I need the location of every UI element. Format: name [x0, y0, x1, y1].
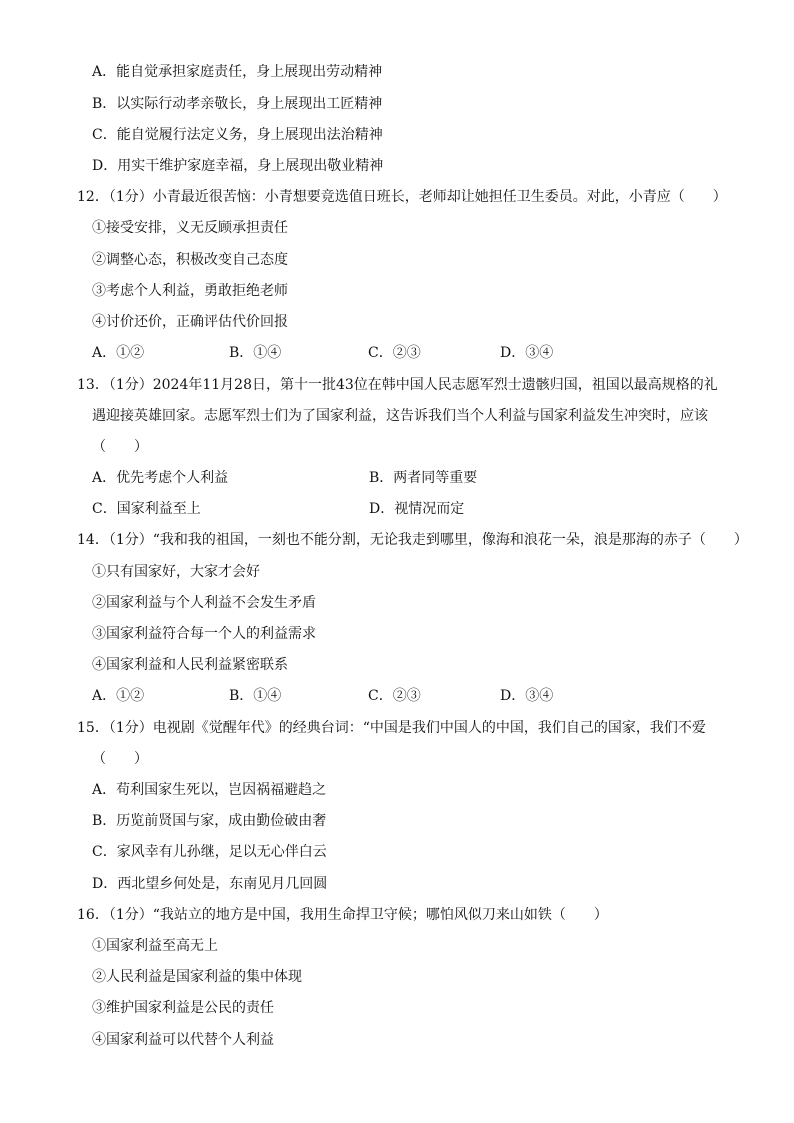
q14-option-b: B．①④	[229, 688, 282, 704]
q15-option-d: D．西北望乡何处是，东南见月几回圆	[92, 876, 328, 892]
q16-stem: 16．（1分）“我站立的地方是中国，我用生命捍卫守候；哪怕风似刀来山如铁（ ）	[77, 907, 608, 923]
q15-stem-line1: 15．（1分）电视剧《觉醒年代》的经典台词：“中国是我们中国人的中国，我们自己的国家，我们不爱	[77, 720, 706, 736]
q14-option-c: C．②③	[368, 688, 421, 704]
q14-item-2: ②国家利益与个人利益不会发生矛盾	[92, 595, 316, 611]
q12-item-1: ①接受安排，义无反顾承担责任	[92, 220, 288, 236]
q11-option-c: C．能自觉履行法定义务，身上展现出法治精神	[92, 127, 383, 143]
q13-option-c: C．国家利益至上	[92, 501, 201, 517]
q12-option-b: B．①④	[229, 345, 282, 361]
q14-item-1: ①只有国家好，大家才会好	[92, 564, 260, 580]
q14-stem: 14．（1分）“我和我的祖国，一刻也不能分割，无论我走到哪里，像海和浪花一朵，浪是那海的赤子（ ）	[77, 532, 748, 548]
q14-item-4: ④国家利益和人民利益紧密联系	[92, 657, 288, 673]
q13-stem-line3: （ ）	[92, 439, 148, 455]
q16-item-4: ④国家利益可以代替个人利益	[92, 1032, 274, 1048]
q14-option-d: D．③④	[500, 688, 554, 704]
q12-option-a: A．①②	[92, 345, 145, 361]
q14-item-3: ③国家利益符合每一个人的利益需求	[92, 626, 316, 642]
q12-item-2: ②调整心态，积极改变自己态度	[92, 252, 288, 268]
q15-option-a: A．苟利国家生死以，岂因祸福避趋之	[92, 782, 327, 798]
q16-item-3: ③维护国家利益是公民的责任	[92, 1000, 274, 1016]
q15-stem-line2: （ ）	[92, 751, 148, 767]
q12-item-4: ④讨价还价，正确评估代价回报	[92, 314, 288, 330]
q11-option-d: D．用实干维护家庭幸福，身上展现出敬业精神	[92, 158, 384, 174]
q15-option-c: C．家风幸有儿孙继，足以无心伴白云	[92, 844, 327, 860]
q12-option-d: D．③④	[500, 345, 554, 361]
q15-option-b: B．历览前贤国与家，成由勤俭破由奢	[92, 813, 327, 829]
q13-option-d: D．视情况而定	[369, 501, 465, 517]
q12-option-c: C．②③	[368, 345, 421, 361]
q12-item-3: ③考虑个人利益，勇敢拒绝老师	[92, 283, 288, 299]
q16-item-1: ①国家利益至高无上	[92, 938, 218, 954]
q13-stem-line1: 13．（1分）2024年11月28日，第十一批43位在韩中国人民志愿军烈士遗骸归国，祖国以最高规格的礼	[77, 377, 718, 393]
q13-option-b: B．两者同等重要	[369, 470, 478, 486]
q14-option-a: A．①②	[92, 688, 145, 704]
q11-option-b: B．以实际行动孝亲敬长，身上展现出工匠精神	[92, 96, 383, 112]
q13-stem-line2: 遇迎接英雄回家。志愿军烈士们为了国家利益，这告诉我们当个人利益与国家利益发生冲突时，应该	[92, 408, 708, 424]
q11-option-a: A．能自觉承担家庭责任，身上展现出劳动精神	[92, 64, 383, 80]
q13-option-a: A．优先考虑个人利益	[92, 470, 229, 486]
q16-item-2: ②人民利益是国家利益的集中体现	[92, 969, 302, 985]
q12-stem: 12．（1分）小青最近很苦恼：小青想要竞选值日班长，老师却让她担任卫生委员。对此，小青应（ ）	[77, 189, 727, 205]
